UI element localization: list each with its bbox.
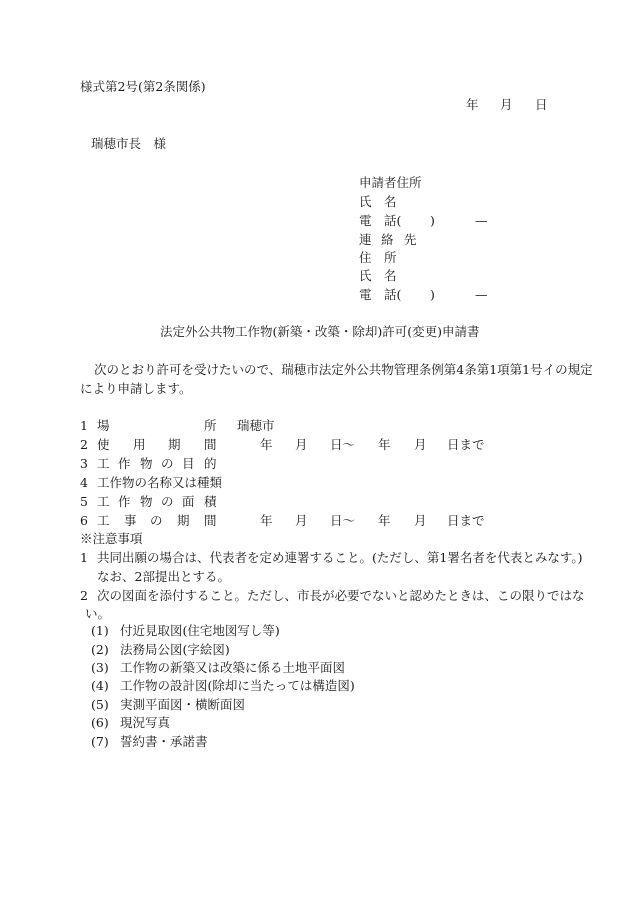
item-construction-period: 6 工 事 の 期 間 年 月 日〜 年 月 日まで (80, 513, 485, 528)
attachment-item: (7) 誓約書・承諾書 (91, 734, 208, 749)
item-location: 1 場 所 瑞穂市 (80, 418, 275, 433)
contact-phone-row: 電 話( ) — (359, 287, 488, 302)
applicant-phone-row: 電 話( ) — (359, 213, 488, 228)
date-day: 日 (535, 97, 548, 112)
attachment-item: (5) 実測平面図・横断面図 (91, 697, 246, 712)
note-2-cont: い。 (85, 606, 111, 621)
body-line-2: により申請します。 (80, 381, 192, 396)
contact-row: 連 絡 先 (359, 232, 417, 247)
date-line (0, 97, 630, 113)
attachment-item: (3) 工作物の新築又は改築に係る土地平面図 (91, 660, 346, 675)
document-title: 法定外公共物工作物(新築・改築・除却)許可(変更)申請書 (160, 324, 480, 339)
date-year: 年 (466, 97, 479, 112)
item-name-type: 4 工作物の名称又は種類 (80, 475, 223, 490)
item-purpose: 3 工 作 物 の 目 的 (80, 456, 217, 471)
attachment-item: (6) 現況写真 (91, 715, 171, 730)
contact-name-row: 氏 名 (359, 268, 397, 283)
applicant-name-row: 氏 名 (359, 194, 397, 209)
item-area: 5 工 作 物 の 面 積 (80, 494, 217, 509)
note-1: 1 共同出願の場合は、代表者を定め連署すること。(ただし、第1署名者を代表とみなす。) (80, 550, 583, 565)
attachment-item: (4) 工作物の設計図(除却に当たっては構造図) (91, 678, 355, 693)
location-value: 瑞穂市 (237, 418, 275, 433)
attachment-item: (2) 法務局公図(字絵図) (91, 642, 230, 657)
item-period: 2 使 用 期 間 年 月 日〜 年 月 日まで (80, 437, 485, 452)
date-month: 月 (500, 97, 513, 112)
contact-address-row: 住 所 (359, 250, 397, 265)
attachment-item: (1) 付近見取図(住宅地図写し等) (91, 623, 280, 638)
applicant-address-label: 申請者住所 (359, 175, 422, 190)
note-1-cont: なお、2部提出とする。 (97, 569, 230, 584)
form-number: 様式第2号(第2条関係) (80, 79, 206, 94)
addressee: 瑞穂市長 様 (91, 136, 167, 151)
body-line-1: 次のとおり許可を受けたいので、瑞穂市法定外公共物管理条例第4条第1項第1号イの規定 (94, 362, 593, 377)
note-2: 2 次の図面を添付すること。ただし、市長が必要でないと認めたときは、この限りではな (80, 588, 585, 603)
notes-heading: ※注意事項 (80, 531, 143, 546)
